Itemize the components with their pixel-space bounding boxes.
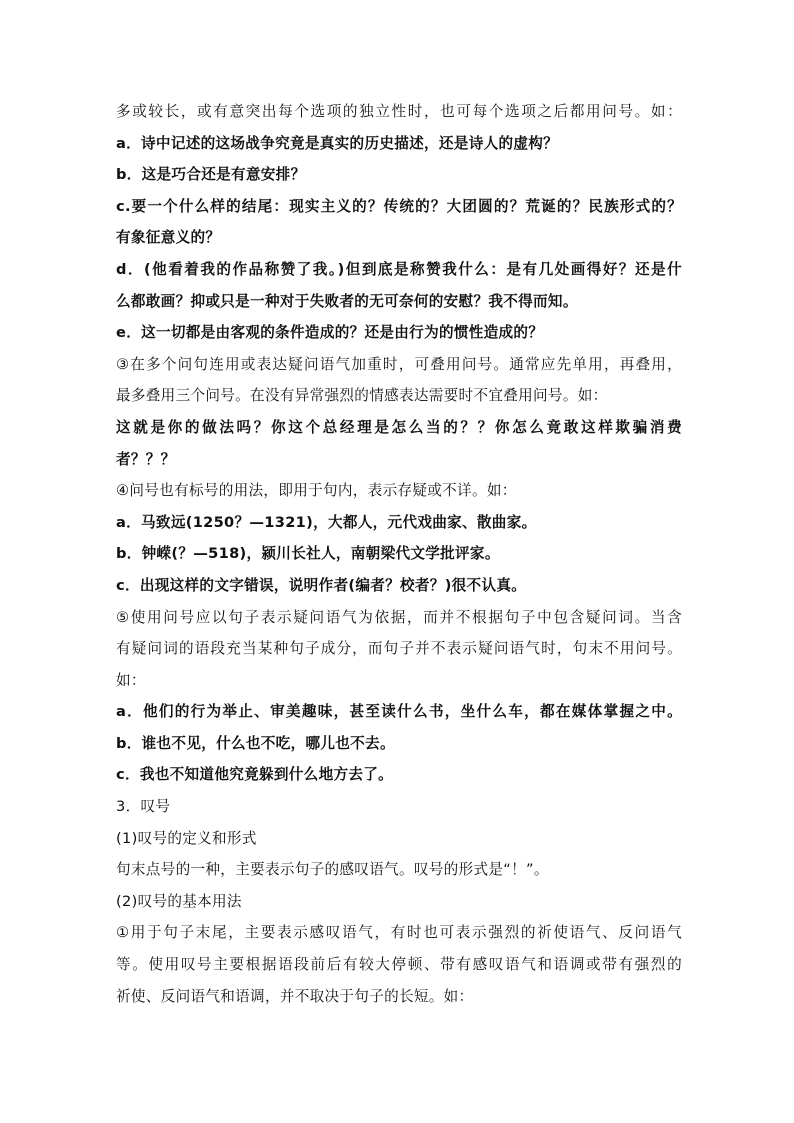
text-line: 祈使、反问语气和语调，并不取决于句子的长短。如： <box>116 987 474 1005</box>
text-line: ③在多个问句连用或表达疑问语气加重时，可叠用问号。通常应先单用，再叠用， <box>116 355 682 373</box>
section-heading: 3．叹号 <box>116 798 171 816</box>
text-line: 有疑问词的语段充当某种句子成分，而句子并不表示疑问语气时，句末不用问号。 <box>116 640 682 658</box>
text-line: 多或较长，或有意突出每个选项的独立性时，也可每个选项之后都用问号。如： <box>116 103 682 120</box>
example-line: a．他们的行为举止、审美趣味，甚至读什么书，坐什么车，都在媒体掌握之中。 <box>116 703 682 721</box>
text-line: ④问号也有标号的用法，即用于句内，表示存疑或不详。如： <box>116 482 517 500</box>
example-line: a．马致远(1250？—1321)，大都人，元代戏曲家、散曲家。 <box>116 513 537 531</box>
example-line: b．谁也不见，什么也不吃，哪儿也不去。 <box>116 734 395 752</box>
subsection-heading: (2)叹号的基本用法 <box>116 892 242 910</box>
text-line: 如： <box>116 671 146 689</box>
example-line: d．(他看着我的作品称赞了我。)但到底是称赞我什么：是有几处画得好？还是什 <box>116 260 682 278</box>
example-line: c．出现这样的文字错误，说明作者(编者？校者？)很不认真。 <box>116 576 527 594</box>
example-line: c．我也不知道他究竟躲到什么地方去了。 <box>116 766 394 784</box>
example-line: b．这是巧合还是有意安排？ <box>116 166 306 184</box>
example-line: c.要一个什么样的结尾：现实主义的？传统的？大团圆的？荒诞的？民族形式的？ <box>116 197 682 215</box>
text-line: 句末点号的一种，主要表示句子的感叹语气。叹号的形式是“！”。 <box>116 861 549 879</box>
example-line: 者？？？ <box>116 450 176 468</box>
example-line: 这就是你的做法吗？你这个总经理是怎么当的？？你怎么竟敢这样欺骗消费 <box>116 418 682 436</box>
example-line: 么都敢画？抑或只是一种对于失败者的无可奈何的安慰？我不得而知。 <box>116 292 578 310</box>
example-line: e．这一切都是由客观的条件造成的？还是由行为的惯性造成的？ <box>116 324 544 342</box>
example-line: b．钟嵘(？—518)，颍川长社人，南朝梁代文学批评家。 <box>116 545 500 563</box>
text-line: 等。使用叹号主要根据语段前后有较大停顿、带有感叹语气和语调或带有强烈的 <box>116 956 682 974</box>
subsection-heading: (1)叹号的定义和形式 <box>116 829 257 847</box>
text-line: 最多叠用三个问号。在没有异常强烈的情感表达需要时不宜叠用问号。如： <box>116 387 608 405</box>
text-line: ⑤使用问号应以句子表示疑问语气为依据，而并不根据句子中包含疑问词。当含 <box>116 608 682 626</box>
example-line: a．诗中记述的这场战争究竟是真实的历史描述，还是诗人的虚构？ <box>116 134 559 152</box>
example-line: 有象征意义的？ <box>116 229 221 247</box>
text-line: ①用于句子末尾，主要表示感叹语气，有时也可表示强烈的祈使语气、反问语气 <box>116 924 682 942</box>
document-body <box>116 96 682 1012</box>
